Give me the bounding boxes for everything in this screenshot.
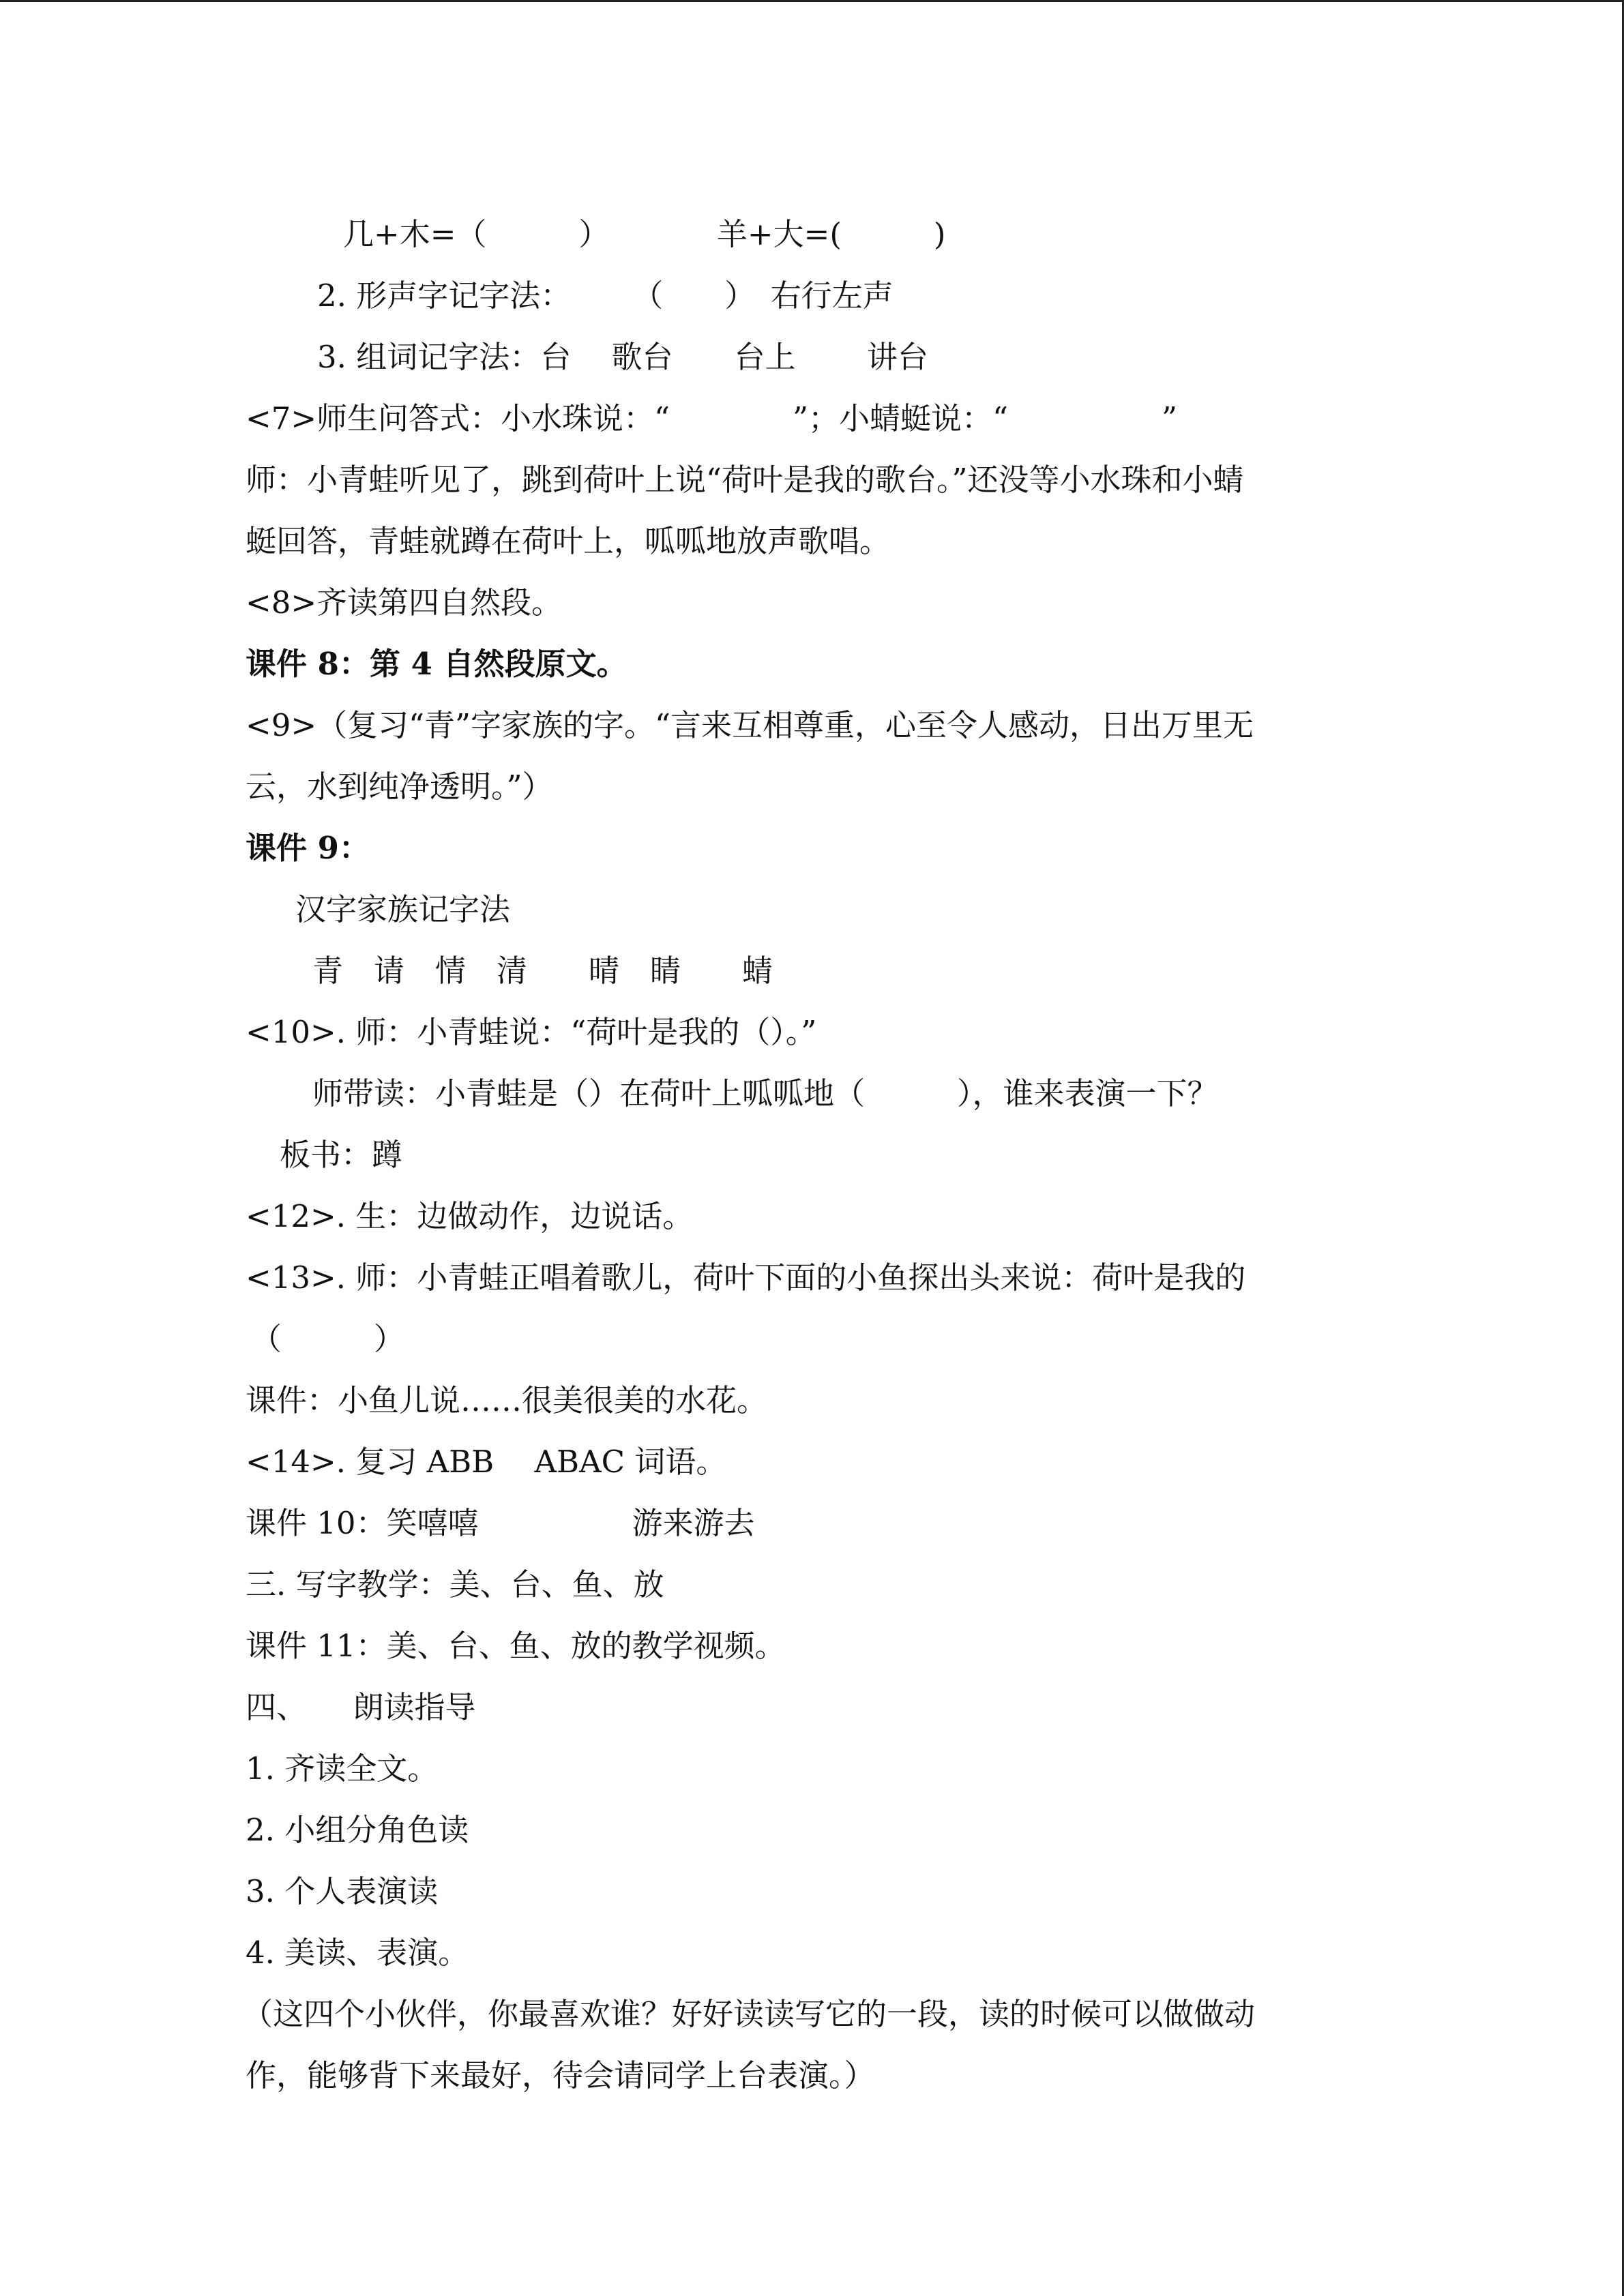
- courseware-10-line: 课件 10：笑嘻嘻 游来游去: [246, 1505, 755, 1541]
- step-12-student: <12>. 生：边做动作，边说话。: [246, 1198, 694, 1234]
- item-word-group-method: 3. 组词记字法：台 歌台 台上 讲台: [317, 339, 928, 375]
- courseware-8-heading: 课件 8：第 4 自然段原文。: [246, 646, 628, 682]
- step-8-read: <8>齐读第四自然段。: [246, 584, 563, 621]
- step-7-dialogue: <7>师生问答式：小水珠说：“ ”；小蜻蜓说：“ ”: [246, 400, 1178, 436]
- section-4-heading: 四、 朗读指导: [246, 1689, 476, 1725]
- char-combination-line: 几+木=（ ） 羊+大=( ): [343, 216, 946, 252]
- step-10-teacher: <10>. 师：小青蛙说：“荷叶是我的（）。”: [246, 1014, 817, 1050]
- step-13-teacher-line-1: <13>. 师：小青蛙正唱着歌儿，荷叶下面的小鱼探出头来说：荷叶是我的: [246, 1259, 1246, 1296]
- reading-step-3: 3. 个人表演读: [246, 1873, 439, 1909]
- reading-step-4: 4. 美读、表演。: [246, 1935, 469, 1971]
- step-13-teacher-line-2: （ ）: [251, 1321, 405, 1357]
- closing-note-line-2: 作，能够背下来最好，待会请同学上台表演。）: [246, 2057, 875, 2093]
- step-9-review-line-1: <9>（复习“青”字家族的字。“言来互相尊重，心至令人感动，日出万里无: [246, 707, 1254, 743]
- step-9-review-line-2: 云，水到纯净透明。”）: [246, 769, 553, 805]
- closing-note-line-1: （这四个小伙伴，你最喜欢谁？好好读读写它的一段，读的时候可以做做动: [242, 1996, 1256, 2032]
- family-method-title: 汉字家族记字法: [295, 891, 511, 927]
- teacher-paragraph-line-1: 师：小青蛙听见了，跳到荷叶上说“荷叶是我的歌台。”还没等小水珠和小蜻: [246, 462, 1244, 498]
- blackboard-note: 板书：蹲: [280, 1137, 403, 1173]
- teacher-paragraph-line-2: 蜓回答，青蛙就蹲在荷叶上，呱呱地放声歌唱。: [246, 523, 891, 559]
- family-characters: 青 请 情 清 晴 睛 蜻: [312, 953, 773, 989]
- reading-step-1: 1. 齐读全文。: [246, 1750, 439, 1787]
- courseware-11-line: 课件 11：美、台、鱼、放的教学视频。: [246, 1628, 786, 1664]
- teacher-lead-reading: 师带读：小青蛙是（）在荷叶上呱呱地（ ），谁来表演一下？: [312, 1075, 1218, 1112]
- step-14-review: <14>. 复习 ABB ABAC 词语。: [246, 1444, 727, 1480]
- reading-step-2: 2. 小组分角色读: [246, 1812, 469, 1848]
- courseware-9-heading: 课件 9：: [246, 830, 370, 866]
- courseware-fish-line: 课件：小鱼儿说……很美很美的水花。: [246, 1382, 768, 1418]
- item-phonetic-method: 2. 形声字记字法： （ ） 右行左声: [317, 278, 894, 314]
- section-3-writing: 三. 写字教学：美、台、鱼、放: [246, 1566, 664, 1602]
